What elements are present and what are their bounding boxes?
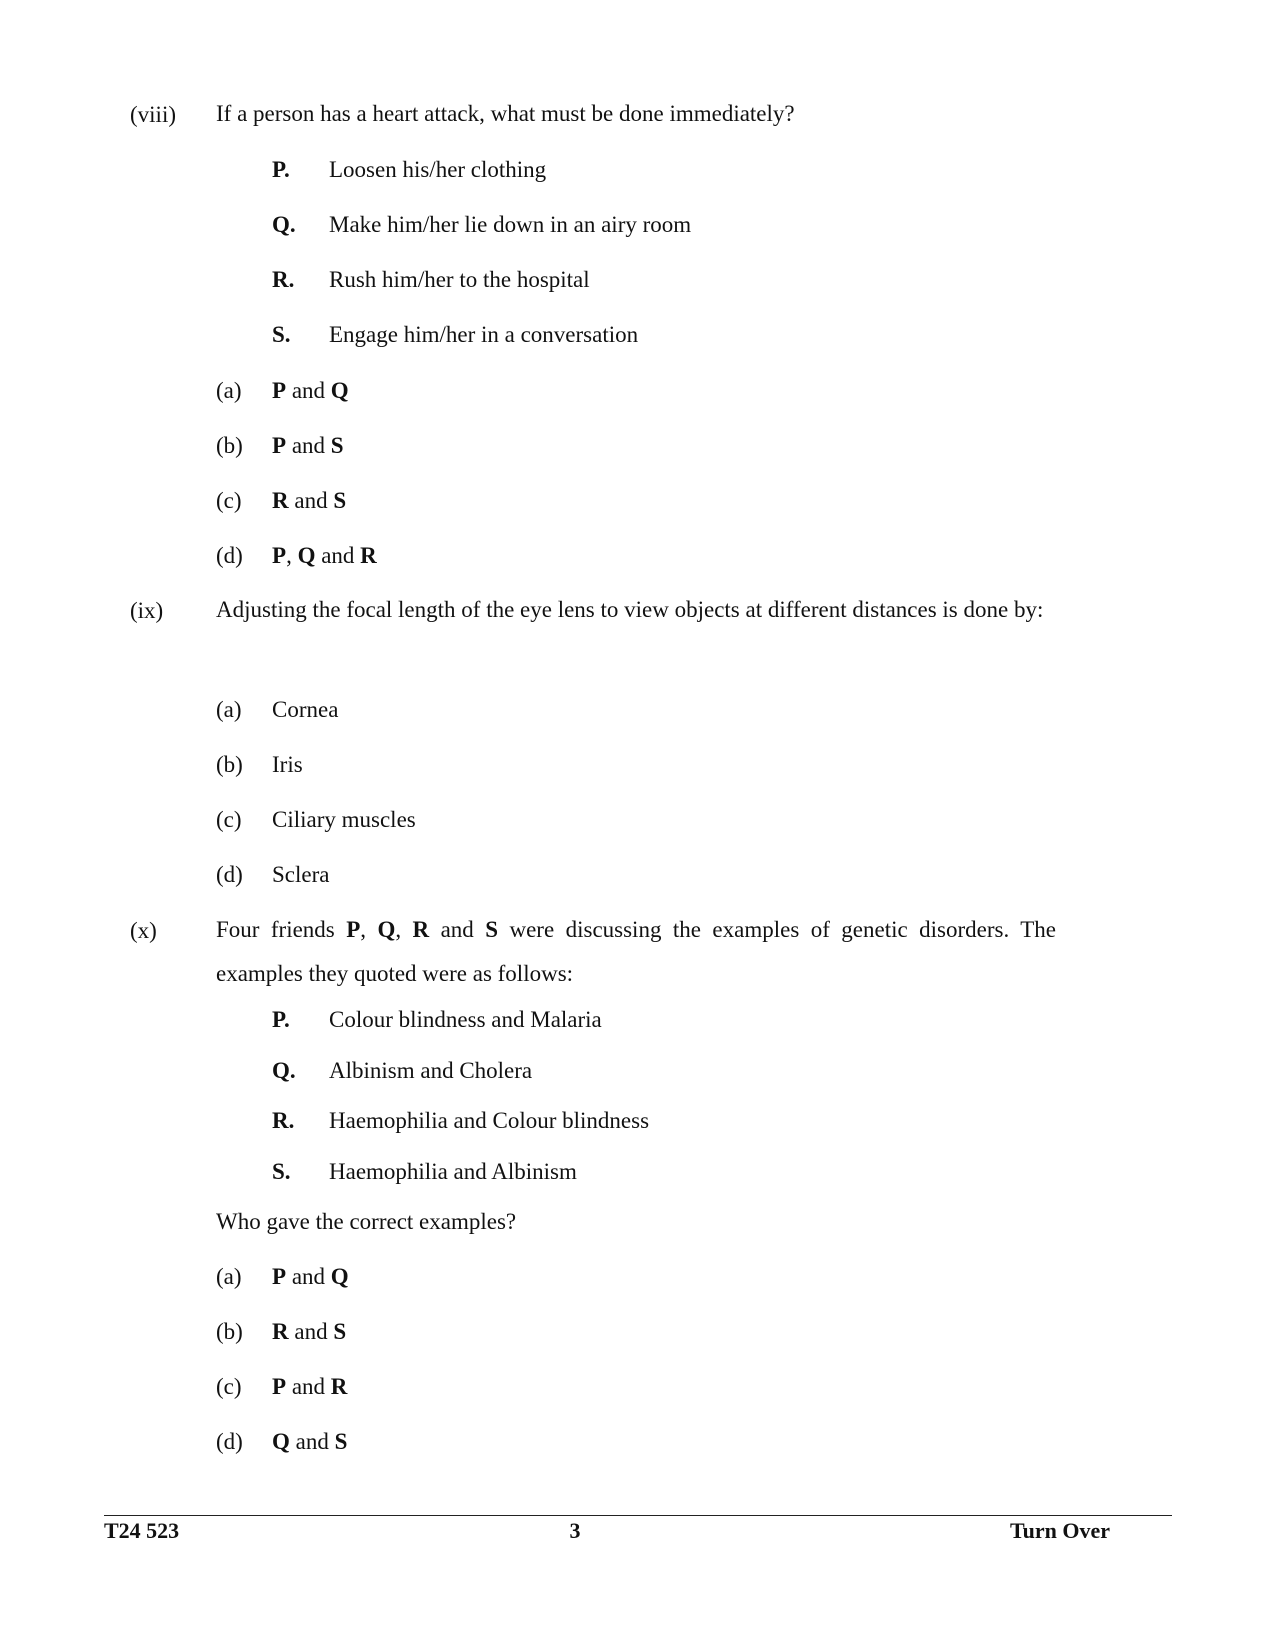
statement-label: Q. xyxy=(272,1058,296,1083)
option-label: (a) xyxy=(216,697,242,722)
statement-label: R. xyxy=(272,1108,295,1133)
question-number: (x) xyxy=(130,918,157,943)
option-text: R and S xyxy=(272,488,347,513)
option-text: Ciliary muscles xyxy=(272,807,416,832)
option-label: (c) xyxy=(216,807,242,832)
option-text: P and Q xyxy=(272,378,349,403)
statement-label: P. xyxy=(272,1007,290,1032)
statement-text: Haemophilia and Albinism xyxy=(329,1159,577,1184)
statement-label: S. xyxy=(272,322,291,347)
option-label: (c) xyxy=(216,1374,242,1399)
question-number: (viii) xyxy=(130,102,176,127)
option-text: Sclera xyxy=(272,862,330,887)
footer-divider xyxy=(104,1515,1172,1516)
question-text: If a person has a heart attack, what must be done immediately? xyxy=(216,101,795,126)
page-number: 3 xyxy=(569,1518,581,1543)
statement-text: Haemophilia and Colour blindness xyxy=(329,1108,650,1133)
statement-text: Albinism and Cholera xyxy=(329,1058,533,1083)
option-label: (d) xyxy=(216,1429,243,1454)
statement-text: Engage him/her in a conversation xyxy=(329,322,639,347)
statement-text: Make him/her lie down in an airy room xyxy=(329,212,692,237)
question-number: (ix) xyxy=(130,598,164,623)
statement-label: P. xyxy=(272,157,290,182)
statement-text: Rush him/her to the hospital xyxy=(329,267,590,292)
option-label: (b) xyxy=(216,752,243,777)
option-label: (b) xyxy=(216,1319,243,1344)
option-label: (b) xyxy=(216,433,243,458)
option-label: (d) xyxy=(216,862,243,887)
statement-text: Loosen his/her clothing xyxy=(329,157,547,182)
turn-over-label: Turn Over xyxy=(1010,1518,1111,1543)
option-text: Q and S xyxy=(272,1429,348,1454)
statement-label: R. xyxy=(272,267,295,292)
option-label: (a) xyxy=(216,378,242,403)
option-text: R and S xyxy=(272,1319,347,1344)
option-label: (a) xyxy=(216,1264,242,1289)
option-text: P and R xyxy=(272,1374,348,1399)
option-text: P, Q and R xyxy=(272,543,377,568)
statement-label: S. xyxy=(272,1159,291,1184)
question-text: Four friends P, Q, R and S were discussing the examples of genetic disorders. The examples they quoted were as follows: xyxy=(216,917,1056,986)
question-prompt: Who gave the correct examples? xyxy=(216,1209,517,1234)
paper-code: T24 523 xyxy=(104,1518,180,1543)
option-text: P and S xyxy=(272,433,344,458)
option-text: Cornea xyxy=(272,697,339,722)
question-text: Adjusting the focal length of the eye lens to view objects at different distances is done by: xyxy=(216,597,1044,622)
option-text: Iris xyxy=(272,752,303,777)
option-label: (c) xyxy=(216,488,242,513)
option-text: P and Q xyxy=(272,1264,349,1289)
option-label: (d) xyxy=(216,543,243,568)
statement-text: Colour blindness and Malaria xyxy=(329,1007,602,1032)
statement-label: Q. xyxy=(272,212,296,237)
